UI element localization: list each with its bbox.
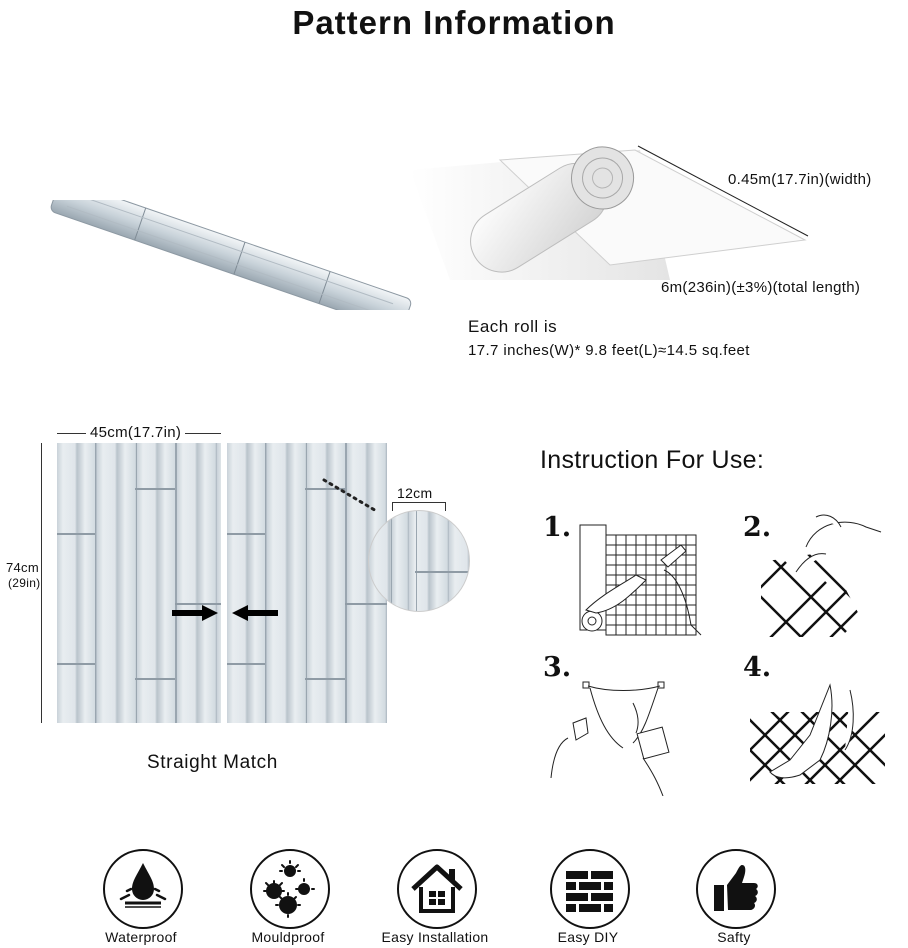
pattern-zoom-circle [368, 510, 470, 612]
feature-label-safety: Safty [717, 929, 751, 945]
step-1-illustration [576, 515, 706, 650]
thumbs-up-icon [698, 851, 774, 927]
step-number: 3. [543, 652, 572, 683]
pattern-height-cm: 74cm [6, 560, 39, 575]
mould-icon [252, 851, 328, 927]
step-4-illustration [750, 680, 885, 795]
roll-spec-text: 17.7 inches(W)* 9.8 feet(L)≈14.5 sq.feet [468, 342, 750, 359]
water-drop-icon [105, 851, 181, 927]
step-2-illustration [756, 512, 886, 647]
easy-diy-badge [550, 849, 630, 929]
feature-label-easy-installation: Easy Installation [381, 929, 489, 945]
brick-wall-icon [552, 851, 628, 927]
house-icon [399, 851, 475, 927]
step-number: 2. [743, 512, 772, 543]
arrow-left-icon [232, 605, 278, 626]
pattern-width-label: 45cm(17.7in) [86, 424, 185, 441]
roll-width-label: 0.45m(17.7in)(width) [728, 171, 872, 188]
match-type-label: Straight Match [147, 752, 278, 773]
step-3-illustration [548, 678, 688, 801]
pattern-panel-left [57, 443, 221, 723]
easy-installation-badge [397, 849, 477, 929]
feature-label-easy-diy: Easy DIY [557, 929, 619, 945]
zoom-leader [322, 478, 382, 523]
step-number: 1. [543, 512, 572, 543]
instructions-heading: Instruction For Use: [540, 446, 765, 474]
pattern-height-dimension [41, 443, 42, 723]
rolled-wallpaper [40, 200, 420, 310]
page-title: Pattern Information [292, 4, 616, 41]
waterproof-badge [103, 849, 183, 929]
step-number: 4. [743, 652, 772, 683]
arrow-right-icon [172, 605, 218, 626]
each-roll-text: Each roll is [468, 317, 558, 336]
roll-length-label: 6m(236in)(±3%)(total length) [661, 279, 861, 296]
pattern-height-in: (29in) [8, 576, 41, 590]
safety-badge [696, 849, 776, 929]
repeat-label: 12cm [397, 485, 433, 501]
feature-label-mouldproof: Mouldproof [251, 929, 325, 945]
mouldproof-badge [250, 849, 330, 929]
repeat-dimension [392, 502, 446, 511]
unrolled-sheet-diagram [410, 130, 830, 290]
feature-label-waterproof: Waterproof [105, 929, 177, 945]
